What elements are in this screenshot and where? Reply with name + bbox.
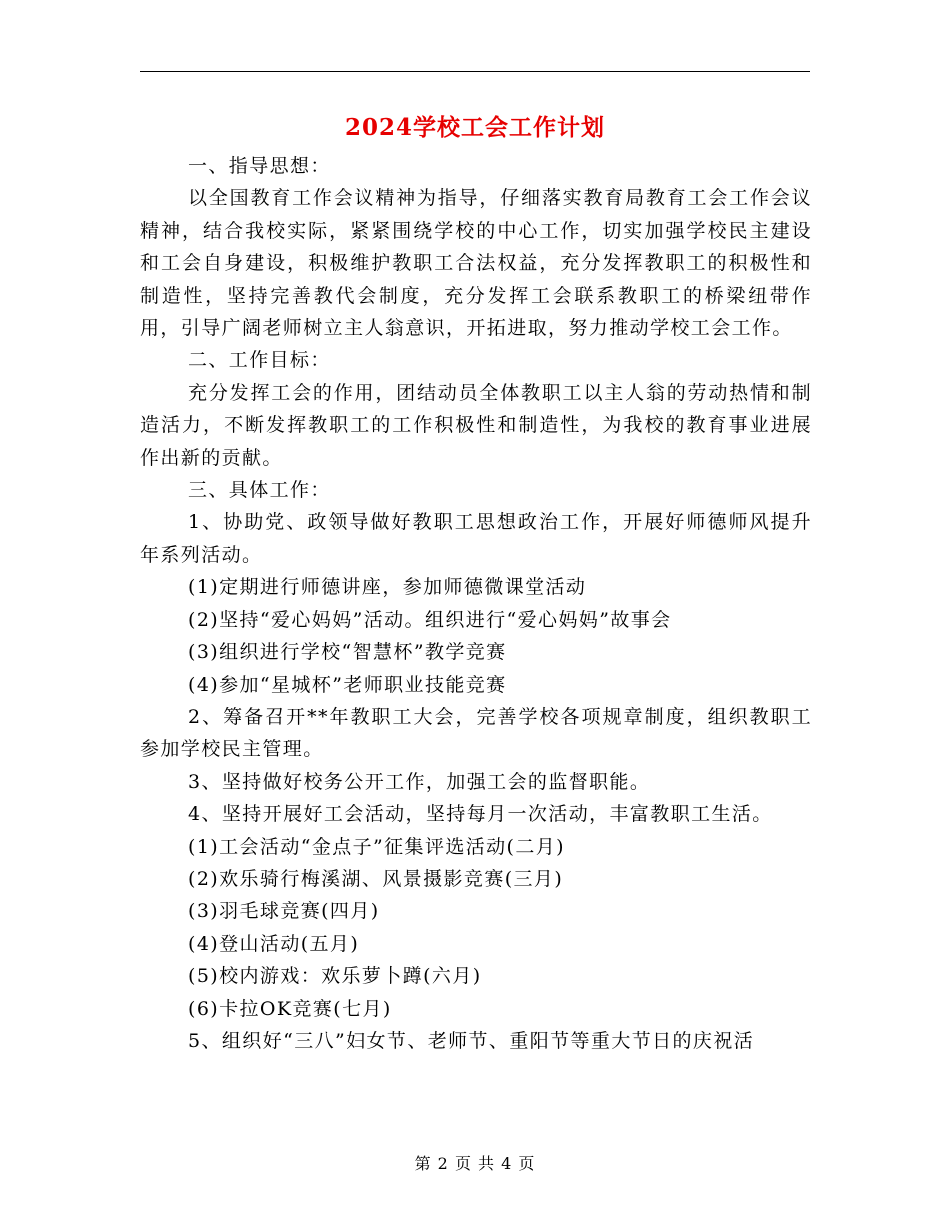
work-item-1: 1、协助党、政领导做好教职工思想政治工作，开展好师德师风提升年系列活动。 [140,511,812,566]
work-item-3: 3、坚持做好校务公开工作，加强工会的监督职能。 [188,770,651,793]
document-title: 2024学校工会工作计划 [344,114,605,141]
document-body [140,150,812,1057]
work-item-4: 4、坚持开展好工会活动，坚持每月一次活动，丰富教职工生活。 [188,803,773,826]
sub-item-1-2: (2)坚持“爱心妈妈”活动。组织进行“爱心妈妈”故事会 [188,608,672,631]
section-heading-specific-work: 三、具体工作： [188,479,331,502]
section-heading-guiding-ideology: 一、指导思想： [188,155,331,177]
sub-item-4-3: (3)羽毛球竞赛(四月) [188,900,380,923]
sub-item-1-3: (3)组织进行学校“智慧杯”教学竞赛 [188,641,507,664]
sub-item-1-1: (1)定期进行师德讲座，参加师德微课堂活动 [188,576,587,599]
paragraph-work-goals: 充分发挥工会的作用，团结动员全体教职工以主人翁的劳动热情和制造活力，不断发挥教职工的工作积极性和制造性，为我校的教育事业进展作出新的贡献。 [140,381,812,469]
sub-item-1-4: (4)参加“星城杯”老师职业技能竞赛 [188,673,507,696]
work-item-2: 2、筹备召开**年教职工大会，完善学校各项规章制度，组织教职工参加学校民主管理。 [140,705,812,761]
section-heading-work-goals: 二、工作目标： [188,349,331,372]
sub-item-4-6: (6)卡拉OK竞赛(七月) [188,997,392,1020]
work-item-5: 5、组织好“三八”妇女节、老师节、重阳节等重大节日的庆祝活 [188,1029,755,1052]
sub-item-4-5: (5)校内游戏：欢乐萝卜蹲(六月) [188,965,482,988]
paragraph-guiding-ideology: 以全国教育工作会议精神为指导，仔细落实教育局教育工会工作会议精神，结合我校实际，紧紧围绕学校的中心工作，切实加强学校民主建设和工会自身建设，积极维护教职工合法权益，充分发挥教职工的积极性和制造性，坚持完善教代会制度，充分发挥工会联系教职工的桥梁纽带作用，引导广阔老师树立主人翁意识，开拓进取，努力推动学校工会工作。 [140,187,812,340]
header-rule [140,71,810,72]
sub-item-4-4: (4)登山活动(五月) [188,932,360,955]
sub-item-4-1: (1)工会活动“金点子”征集评选活动(二月) [188,835,565,858]
page-number-footer: 第 2 页 共 4 页 [414,1154,536,1173]
sub-item-4-2: (2)欢乐骑行梅溪湖、风景摄影竞赛(三月) [188,867,564,890]
